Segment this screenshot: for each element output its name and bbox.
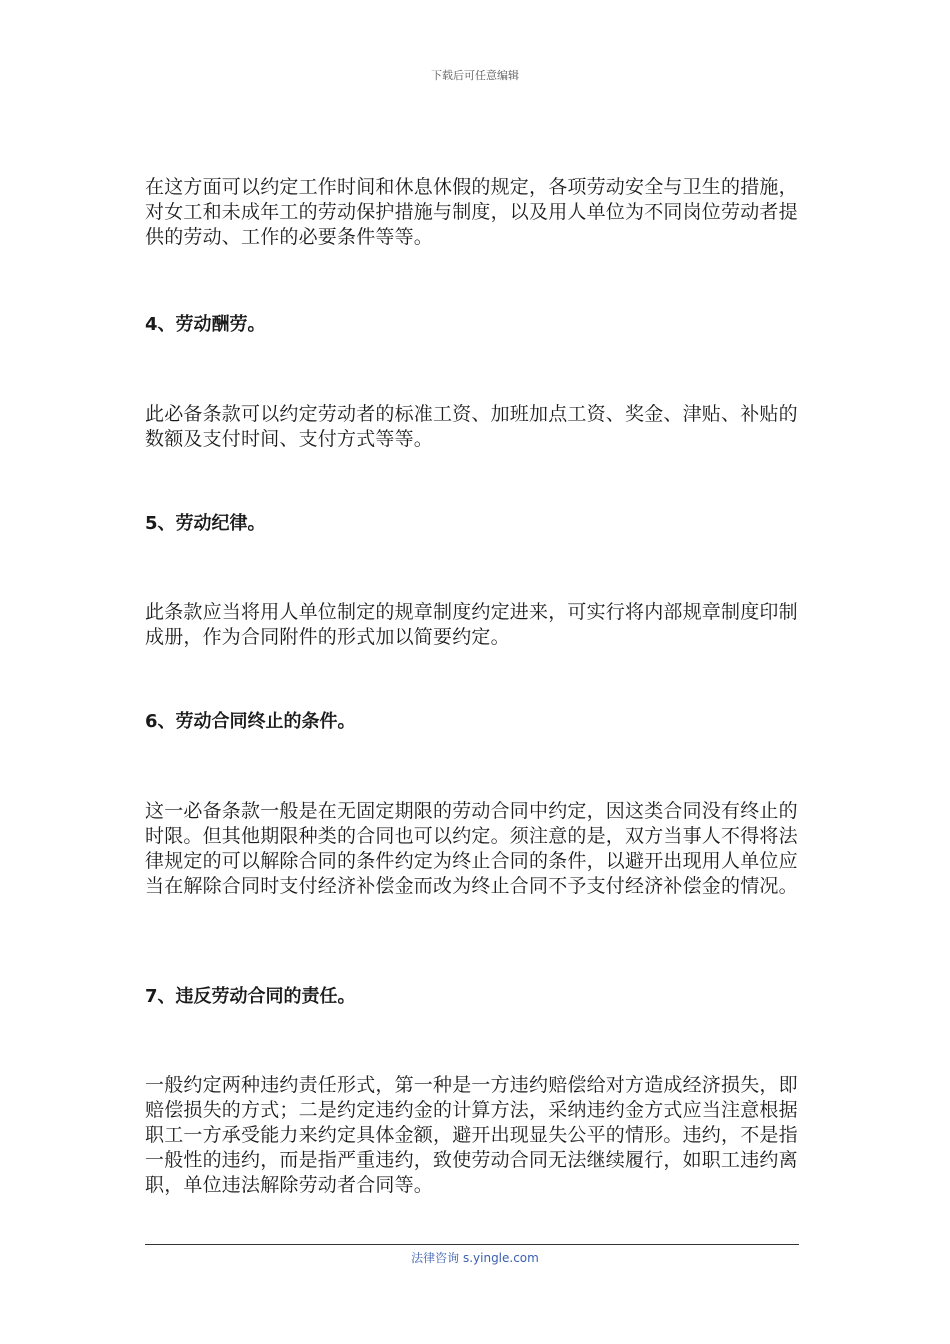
page-header: 下载后可任意编辑 [431, 69, 519, 82]
heading-5-labor-discipline: 5、劳动纪律。 [145, 513, 266, 534]
footer-divider [145, 1244, 799, 1245]
heading-6-termination-conditions: 6、劳动合同终止的条件。 [145, 711, 356, 732]
paragraph-breach-liability: 一般约定两种违约责任形式，第一种是一方违约赔偿给对方造成经济损失，即赔偿损失的方式；二是约定违约金的计算方法，采纳违约金方式应当注意根据职工一方承受能力来约定具体金额，避开出现显失公平的情形。违约，不是指一般性的违约，而是指严重违约，致使劳动合同无法继续履行，如职工违约离职，单位违法解除劳动者合同等。 [145, 1074, 798, 1196]
footer-link[interactable]: 法律咨询 s.yingle.com [411, 1251, 539, 1265]
paragraph-labor-pay: 此必备条款可以约定劳动者的标准工资、加班加点工资、奖金、津贴、补贴的数额及支付时间、支付方式等等。 [145, 403, 798, 450]
heading-4-labor-pay: 4、劳动酬劳。 [145, 314, 266, 335]
paragraph-work-conditions: 在这方面可以约定工作时间和休息休假的规定，各项劳动安全与卫生的措施，对女工和未成年工的劳动保护措施与制度，以及用人单位为不同岗位劳动者提供的劳动、工作的必要条件等等。 [145, 176, 798, 248]
paragraph-termination-conditions: 这一必备条款一般是在无固定期限的劳动合同中约定，因这类合同没有终止的时限。但其他期限种类的合同也可以约定。须注意的是，双方当事人不得将法律规定的可以解除合同的条件约定为终止合同的条件，以避开出现用人单位应当在解除合同时支付经济补偿金而改为终止合同不予支付经济补偿金的情况。 [145, 800, 798, 897]
paragraph-labor-discipline: 此条款应当将用人单位制定的规章制度约定进来，可实行将内部规章制度印制成册，作为合同附件的形式加以简要约定。 [145, 601, 798, 648]
heading-7-breach-liability: 7、违反劳动合同的责任。 [145, 986, 356, 1007]
